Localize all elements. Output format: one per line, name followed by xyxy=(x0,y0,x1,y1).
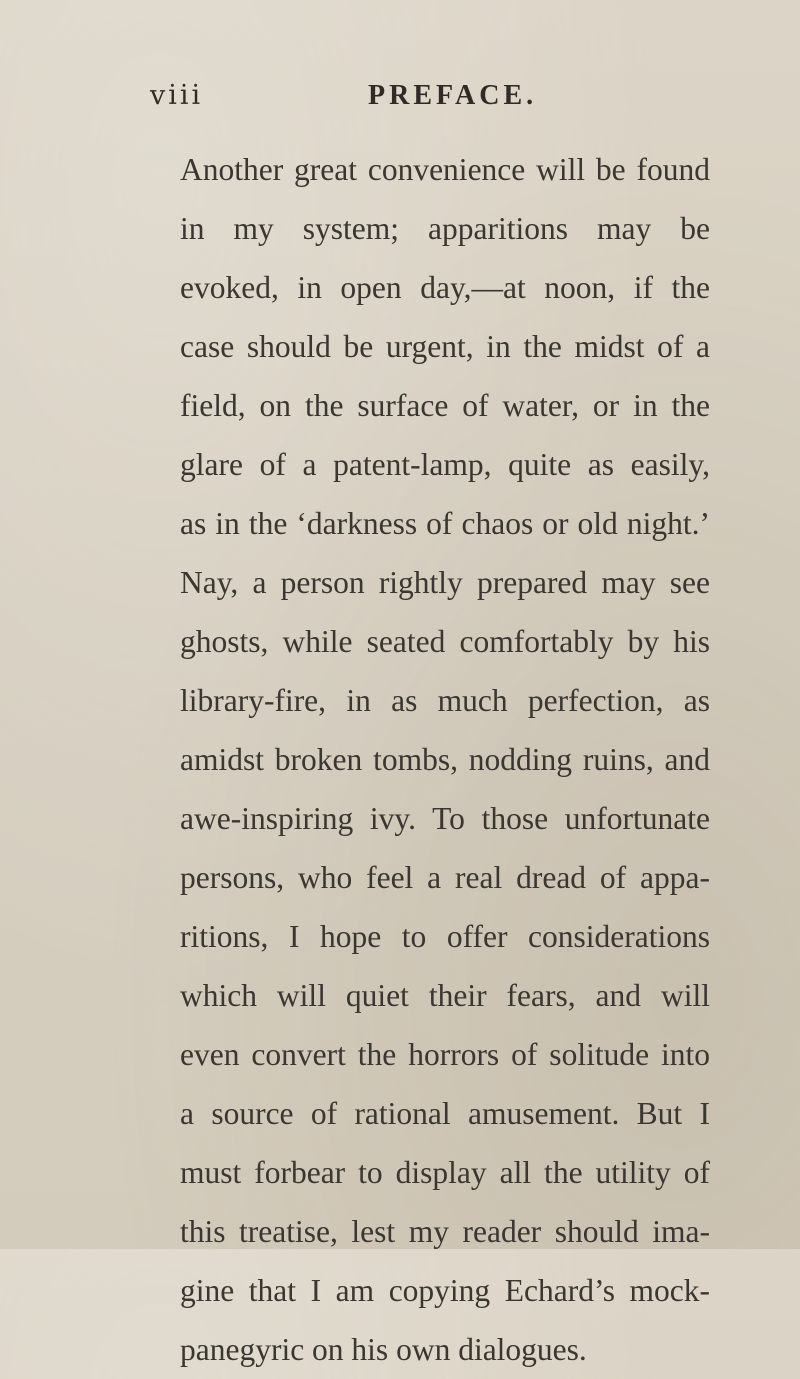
text-line: persons, who feel a real dread of appa- xyxy=(180,860,710,895)
text-line: in my system; apparitions may be xyxy=(180,211,710,246)
page-header xyxy=(0,80,800,124)
text-line: gine that I am copying Echard’s mock- xyxy=(180,1273,710,1308)
text-line: a source of rational amusement. But I xyxy=(180,1096,710,1131)
text-line: awe-inspiring ivy. To those unfortunate xyxy=(180,801,710,836)
text-line: ghosts, while seated comfortably by his xyxy=(180,624,710,659)
text-line-last: panegyric on his own dialogues. xyxy=(180,1332,587,1367)
text-line: which will quiet their fears, and will xyxy=(180,978,710,1013)
text-line: amidst broken tombs, nodding ruins, and xyxy=(180,742,710,777)
text-line: ritions, I hope to offer considerations xyxy=(180,919,710,954)
text-line: as in the ‘darkness of chaos or old night.’ xyxy=(180,506,710,541)
text-line: Nay, a person rightly prepared may see xyxy=(180,565,710,600)
text-line: this treatise, lest my reader should ima- xyxy=(180,1214,710,1249)
page-number: viii xyxy=(150,80,204,111)
text-line: must forbear to display all the utility of xyxy=(180,1155,710,1190)
text-line: field, on the surface of water, or in the xyxy=(180,388,710,423)
text-line: evoked, in open day,—at noon, if the xyxy=(180,270,710,305)
text-line: Another great convenience will be found xyxy=(180,152,710,187)
text-line: library-fire, in as much perfection, as xyxy=(180,683,710,718)
text-line: glare of a patent-lamp, quite as easily, xyxy=(180,447,710,482)
text-line: case should be urgent, in the midst of a xyxy=(180,329,710,364)
text-line: even convert the horrors of solitude into xyxy=(180,1037,710,1072)
body-paragraph xyxy=(180,140,710,1379)
running-head: PREFACE. xyxy=(368,80,538,111)
